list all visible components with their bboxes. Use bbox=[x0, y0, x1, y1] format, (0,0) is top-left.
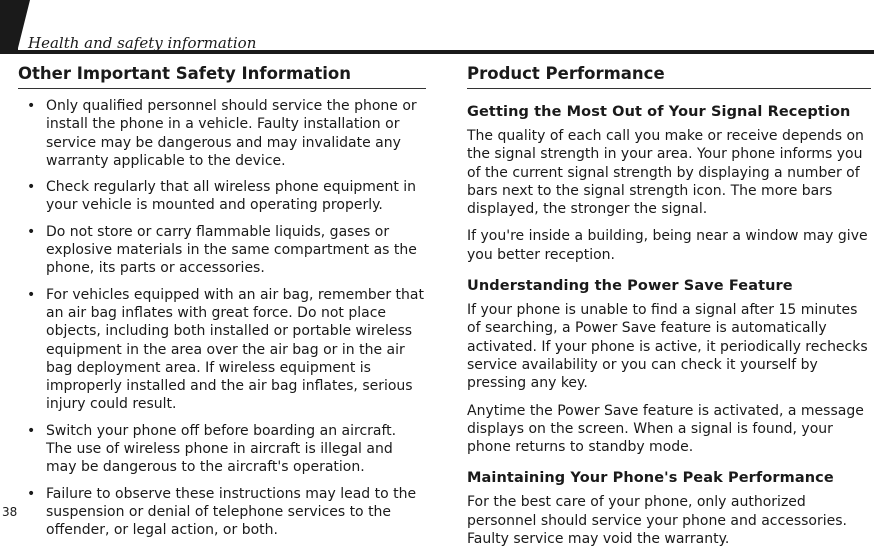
list-item-text: Do not store or carry flammable liquids, gases or explosive materials in the same compartment as the phone, its parts or accessories. bbox=[46, 223, 417, 277]
subheading-power-save: Understanding the Power Save Feature bbox=[467, 278, 793, 295]
subheading-peak-performance: Maintaining Your Phone's Peak Performance bbox=[467, 470, 834, 487]
paragraph: If you're inside a building, being near a window may give you better reception. bbox=[467, 228, 868, 263]
bullet-icon: • bbox=[27, 223, 36, 240]
left-column bbox=[18, 64, 426, 548]
bullet-icon: • bbox=[27, 179, 36, 196]
page-number: 38 bbox=[2, 505, 18, 519]
section-heading-safety: Other Important Safety Information bbox=[18, 64, 426, 89]
list-item bbox=[18, 178, 426, 215]
list-item bbox=[18, 485, 426, 540]
safety-bullet-list bbox=[18, 97, 426, 540]
list-item bbox=[18, 223, 426, 278]
paragraph: If your phone is unable to find a signal after 15 minutes of searching, a Power Save feature is automatically activated. If your phone is active, it periodically rechecks service availability or you can check it yourself by pressing any key. bbox=[467, 302, 868, 392]
bullet-icon: • bbox=[27, 485, 36, 502]
list-item-text: Switch your phone off before boarding an aircraft. The use of wireless phone in aircraft is illegal and may be dangerous to the aircraft's operation. bbox=[46, 422, 397, 476]
subheading-signal-reception: Getting the Most Out of Your Signal Reception bbox=[467, 104, 851, 120]
section-heading-performance: Product Performance bbox=[467, 64, 871, 89]
list-item bbox=[18, 286, 426, 414]
paragraph: Anytime the Power Save feature is activated, a message displays on the screen. When a signal is found, your phone returns to standby mode. bbox=[467, 402, 864, 456]
bullet-icon: • bbox=[27, 422, 36, 439]
bullet-icon: • bbox=[27, 286, 36, 303]
list-item bbox=[18, 422, 426, 477]
list-item-text: For vehicles equipped with an air bag, remember that an air bag inflates with great force. Do not place objects, including both installed or portable wireless equipment in the area over the air bag or in the air bag deployment area. If wireless equipment is improperly installed and the air bag inflates, serious injury could result. bbox=[46, 286, 424, 413]
list-item-text: Check regularly that all wireless phone equipment in your vehicle is mounted and operating properly. bbox=[46, 179, 417, 214]
list-item bbox=[18, 97, 426, 170]
right-column bbox=[467, 64, 871, 548]
running-head: Health and safety information bbox=[28, 34, 257, 52]
bullet-icon: • bbox=[27, 98, 36, 114]
list-item-text: Only qualified personnel should service the phone or install the phone in a vehicle. Faulty installation or service may be dangerous and may invalidate any warranty applicable to the device. bbox=[46, 98, 417, 169]
paragraph: For the best care of your phone, only authorized personnel should service your phone and accessories. Faulty service may void the warranty. bbox=[467, 494, 847, 548]
header-tab-block bbox=[0, 0, 18, 54]
list-item-text: Failure to observe these instructions may lead to the suspension or denial of telephone services to the offender, or legal action, or both. bbox=[46, 485, 417, 539]
paragraph: The quality of each call you make or receive depends on the signal strength in your area. Your phone informs you of the current signal strength by displaying a number of bars next to the signal strength icon. The more bars displayed, the stronger the signal. bbox=[467, 128, 864, 218]
